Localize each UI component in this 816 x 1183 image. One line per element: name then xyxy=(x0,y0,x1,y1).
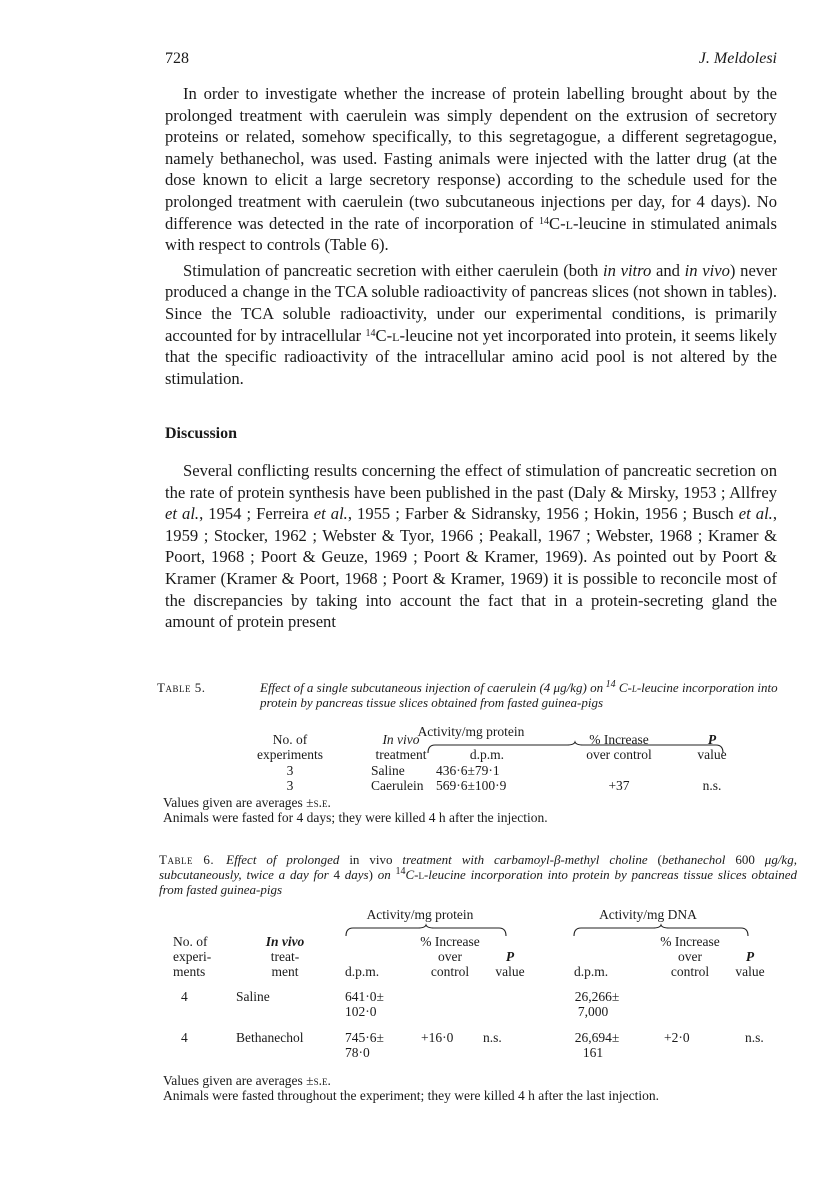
table6-row-dna-p: n.s. xyxy=(745,1030,764,1045)
table6-header-prot-increase: % Increase over control xyxy=(420,934,480,979)
running-head-author: J. Meldolesi xyxy=(698,50,777,67)
table5-row-p: n.s. xyxy=(702,778,722,793)
table5-row-treatment: Caerulein xyxy=(371,778,424,793)
table6-header-dna-increase: % Increase over control xyxy=(660,934,720,979)
table5-caption xyxy=(157,680,787,710)
table6-row-prot-dpm: 745·6± 78·0 xyxy=(345,1030,384,1060)
table5-row-n: 3 xyxy=(286,763,294,778)
table6 xyxy=(165,905,805,1060)
paragraph: Several conflicting results concerning the effect of stimulation of pancreatic secretion on the rate of protein synthesis have been published in the past (Daly & Mirsky, 1953 ; Allfrey et al., 1954 ; Ferreira et al., 1955 ; Farber & Sidransky, 1956 ; Hokin, 1956 ; Busch et al., 1959 ; Stocker, 1962 ; Webster & Tyor, 1966 ; Peakall, 1967 ; Webster, 1968 ; Kramer & Poort, 1968 ; Poort & Geuze, 1969 ; Poort & Kramer, 1969). As pointed out by Poort & Kramer (Kramer & Poort, 1968 ; Poort & Kramer, 1969) it is possible to reconcile most of the discrepancies by taking into account the fact that in a protein-secreting gland the amount of protein present xyxy=(165,461,777,632)
table6-note: Animals were fasted throughout the experiment; they were killed 4 h after the last injection. xyxy=(163,1088,659,1103)
table6-header-prot-dpm: d.p.m. xyxy=(345,964,380,979)
table6-label: Table 6. xyxy=(159,852,215,867)
table6-caption xyxy=(159,852,797,897)
table6-row-treatment: Saline xyxy=(236,989,270,1004)
discussion-text xyxy=(165,460,777,633)
table5-row-increase: +37 xyxy=(608,778,630,793)
table6-caption-text: Effect of prolonged in vivo treatment with carbamoyl-β-methyl choline (bethanechol 600 μg/kg, subcutaneously, twice a day for 4 days) on $^{14}$C-l-leucine incorporation into protein by pancreas tissue slices obtained from fasted guinea-pigs xyxy=(159,852,797,897)
table6-row-dna-dpm: 26,694± 161 xyxy=(574,1030,620,1060)
table6-header-dna-p: P value xyxy=(735,949,765,979)
table5-row-treatment: Saline xyxy=(371,763,405,778)
table6-row-prot-p: n.s. xyxy=(483,1030,502,1045)
table6-group-header-dna: Activity/mg DNA xyxy=(599,907,697,922)
table6-row-dna-increase: +2·0 xyxy=(664,1030,690,1045)
table6-row-dna-dpm: 26,266± 7,000 xyxy=(574,989,620,1019)
table6-header-dna-dpm: d.p.m. xyxy=(574,964,609,979)
table6-row-prot-increase: +16·0 xyxy=(421,1030,454,1045)
table5-row-n: 3 xyxy=(286,778,294,793)
table5-header-dpm: d.p.m. xyxy=(469,747,505,762)
table6-header-n: No. of experi- ments xyxy=(173,934,212,979)
table5-row-dpm: 569·6±100·9 xyxy=(436,778,507,793)
table6-header-prot-p: P value xyxy=(495,949,525,979)
paragraph: In order to investigate whether the increase of protein labelling brought about by the prolonged treatment with caerulein was simply dependent on the extrusion of secretory proteins or related, somehow specifically, to this segretagogue, a different segretagogue, namely bethanechol, was used. Fasting animals were injected with the latter drug (at the dose known to elicit a large secretory response) according to the schedule used for the prolonged treatment with caerulein (two subcutaneous injections per day, for 4 days). No difference was detected in the rate of incorporation of $^{14}$C-l-leucine in stimulated animals with respect to controls (Table 6). xyxy=(165,84,778,255)
table5-header-p: P value xyxy=(697,732,727,762)
table6-notes xyxy=(163,1073,659,1103)
table6-row-n: 4 xyxy=(181,989,188,1004)
table6-row-prot-dpm: 641·0± 102·0 xyxy=(345,989,384,1019)
table5-header-treatment: In vivo treatment xyxy=(375,732,427,762)
table5-notes xyxy=(163,795,548,825)
table6-group-header-protein: Activity/mg protein xyxy=(366,907,474,922)
table6-note: Values given are averages ±s.e. xyxy=(163,1073,331,1088)
table5-group-header: Activity/mg protein xyxy=(417,724,525,739)
table5-note: Values given are averages ±s.e. xyxy=(163,795,331,810)
table5-header-n: No. of experiments xyxy=(257,732,323,762)
table6-row-n: 4 xyxy=(181,1030,188,1045)
table5-header-increase: % Increase over control xyxy=(586,732,652,762)
results-text xyxy=(165,83,777,389)
table6-row-treatment: Bethanechol xyxy=(236,1030,304,1045)
section-heading-discussion: Discussion xyxy=(165,425,238,442)
table6-header-treatment: In vivo treat- ment xyxy=(265,934,305,979)
table5-caption-text: Effect of a single subcutaneous injection of caerulein (4 μg/kg) on $^{14}$ C-l-leucine incorporation into protein by pancreas tissue slices obtained from fasted guinea-pigs xyxy=(260,679,778,710)
page-number: 728 xyxy=(165,50,189,67)
table5-label: Table 5. xyxy=(157,680,206,695)
table5-row-dpm: 436·6±79·1 xyxy=(436,763,500,778)
paragraph: Stimulation of pancreatic secretion with either caerulein (both in vitro and in vivo) never produced a change in the TCA soluble radioactivity of pancreas slices (not shown in tables). Since the TCA soluble radioactivity, under our experimental conditions, is primarily accounted for by intracellular $^{14}$C-l-leucine not yet incorporated into protein, it seems likely that the specific radioactivity of the intracellular amino acid pool is not altered by the stimulation. xyxy=(165,260,777,388)
table5-note: Animals were fasted for 4 days; they were killed 4 h after the injection. xyxy=(163,810,548,825)
